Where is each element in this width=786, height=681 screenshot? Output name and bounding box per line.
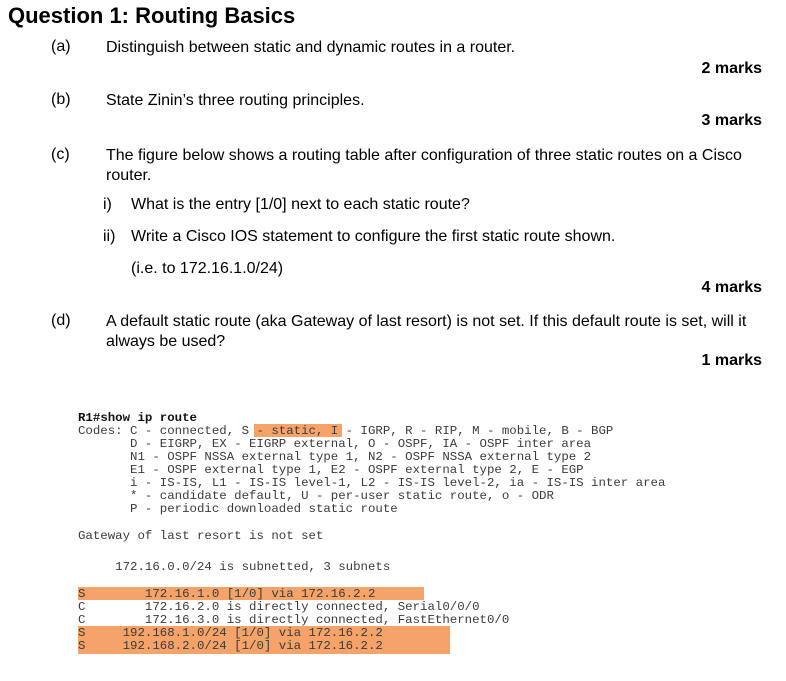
part-c-sub-1-num: i) [103,196,112,213]
codes-line-2: D - EIGRP, EX - EIGRP external, O - OSPF, IA - OSPF inter area [78,437,592,451]
route-code: S [78,626,86,640]
routing-table-figure [78,408,758,668]
part-c-note: (i.e. to 172.16.1.0/24) [131,260,284,277]
route-text: 192.168.2.0/24 [1/0] via 172.16.2.2 [85,639,383,653]
codes-line-5: i - IS-IS, L1 - IS-IS level-1, L2 - IS-IS level-2, ia - IS-IS inter area [78,476,666,490]
codes-line-7: P - periodic downloaded static route [78,502,398,516]
part-c-text: The figure below shows a routing table after configuration of three static routes on a Cisco router. [106,147,742,184]
prompt: R1# [78,411,101,425]
codes-line-6: * - candidate default, U - per-user static route, o - ODR [78,489,554,503]
gateway-line: Gateway of last resort is not set [78,529,324,543]
route-text: 172.16.2.0 is directly connected, Serial0/0/0 [85,600,480,614]
part-d-text: A default static route (aka Gateway of last resort) is not set. If this default route is set, will it always be used? [106,313,747,350]
command: show ip route [100,411,197,425]
part-a-letter: (a) [51,38,71,55]
part-b-letter: (b) [51,91,71,108]
part-a-text: Distinguish between static and dynamic routes in a router. [106,39,516,56]
part-a-marks: 2 marks [701,60,762,77]
codes-line-3: N1 - OSPF NSSA external type 1, N2 - OSPF NSSA external type 2 [78,450,592,464]
subnetted-line: 172.16.0.0/24 is subnetted, 3 subnets [78,560,391,574]
route-row-5 [78,640,383,653]
route-text: 192.168.1.0/24 [1/0] via 172.16.2.2 [85,626,383,640]
part-c-sub-2-text: Write a Cisco IOS statement to configure the first static route shown. [131,228,616,245]
route-code: S [78,639,86,653]
route-text: 172.16.1.0 [1/0] via 172.16.2.2 [85,587,376,601]
part-c-marks: 4 marks [701,279,762,296]
question-title: Question 1: Routing Basics [8,3,296,28]
codes-line-1: Codes: C - connected, S - static, I - IGRP, R - RIP, M - mobile, B - BGP [78,424,614,438]
part-d-letter: (d) [51,312,71,329]
part-b-text: State Zinin’s three routing principles. [106,92,365,109]
part-c-sub-2-num: ii) [103,228,116,245]
part-c-letter: (c) [51,146,70,163]
part-b-marks: 3 marks [701,112,762,129]
route-code: C [78,600,86,614]
part-d-marks: 1 marks [701,352,762,369]
part-c-sub-1-text: What is the entry [1/0] next to each static route? [131,196,470,213]
route-code: C [78,613,86,627]
codes-line-4: E1 - OSPF external type 1, E2 - OSPF external type 2, E - EGP [78,463,584,477]
route-text: 172.16.3.0 is directly connected, FastEthernet0/0 [85,613,510,627]
route-code: S [78,587,86,601]
